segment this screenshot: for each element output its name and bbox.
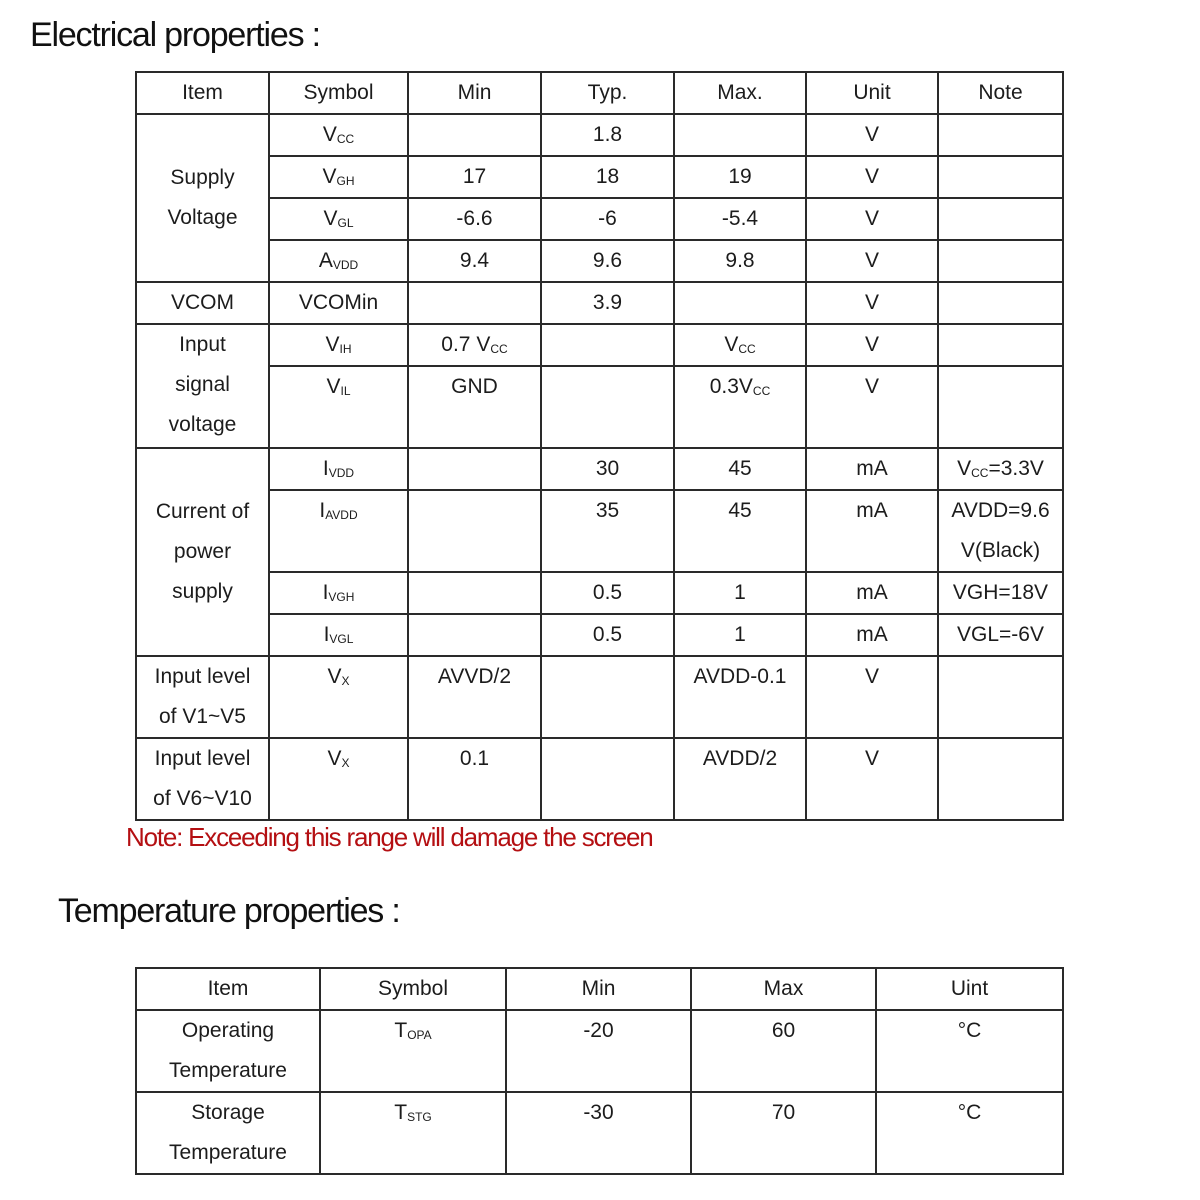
temperature-properties-title: Temperature properties : xyxy=(58,892,400,930)
symbol-cell: $V_{GH}$ xyxy=(269,156,408,198)
symbol-cell: $V_X$ xyxy=(269,738,408,820)
max-cell: 19 xyxy=(674,156,806,198)
group-input-level-v1-v5: Input level of V1~V5 xyxy=(136,656,269,738)
damage-warning-note: Note: Exceeding this range will damage the screen xyxy=(126,822,653,852)
table-row xyxy=(136,1092,1063,1174)
table-row xyxy=(136,156,1063,198)
note-cell xyxy=(938,114,1063,156)
typ-cell: 0.5 xyxy=(541,614,674,656)
max-cell: 1 xyxy=(674,614,806,656)
symbol-cell: $V_X$ xyxy=(269,656,408,738)
table-row xyxy=(136,656,1063,738)
max-cell: 70 xyxy=(691,1092,876,1174)
symbol-cell: $V_{IL}$ xyxy=(269,366,408,448)
typ-cell: 9.6 xyxy=(541,240,674,282)
min-cell: -6.6 xyxy=(408,198,541,240)
unit-cell: mA xyxy=(806,490,938,572)
typ-cell: 3.9 xyxy=(541,282,674,324)
symbol-cell: $V_{IH}$ xyxy=(269,324,408,366)
max-cell: -5.4 xyxy=(674,198,806,240)
table-row xyxy=(136,1010,1063,1092)
typ-cell: 18 xyxy=(541,156,674,198)
typ-cell xyxy=(541,366,674,448)
electrical-properties-table xyxy=(135,71,1064,821)
table-row xyxy=(136,114,1063,156)
min-cell xyxy=(408,114,541,156)
symbol-cell: $V_{GL}$ xyxy=(269,198,408,240)
typ-cell: 30 xyxy=(541,448,674,490)
min-cell xyxy=(408,282,541,324)
symbol-cell: $I_{VGH}$ xyxy=(269,572,408,614)
header-item: Item xyxy=(136,968,320,1010)
min-cell xyxy=(408,490,541,572)
unit-cell: °C xyxy=(876,1092,1063,1174)
group-input-signal-voltage: Input signal voltage xyxy=(136,324,269,448)
header-unit: Uint xyxy=(876,968,1063,1010)
symbol-cell: $T_{OPA}$ xyxy=(320,1010,506,1092)
min-cell: AVVD/2 xyxy=(408,656,541,738)
temperature-properties-table xyxy=(135,967,1064,1175)
group-current-of-power-supply: Current of power supply xyxy=(136,448,269,656)
max-cell: 1 xyxy=(674,572,806,614)
table-header-row xyxy=(136,968,1063,1010)
max-cell: $0.3V_{CC}$ xyxy=(674,366,806,448)
header-max: Max xyxy=(691,968,876,1010)
max-cell: AVDD-0.1 xyxy=(674,656,806,738)
symbol-cell: $I_{VDD}$ xyxy=(269,448,408,490)
unit-cell: V xyxy=(806,738,938,820)
unit-cell: V xyxy=(806,156,938,198)
symbol-cell: VCOMin xyxy=(269,282,408,324)
table-header-row xyxy=(136,72,1063,114)
unit-cell: mA xyxy=(806,614,938,656)
max-cell: 60 xyxy=(691,1010,876,1092)
unit-cell: V xyxy=(806,366,938,448)
note-cell xyxy=(938,324,1063,366)
unit-cell: °C xyxy=(876,1010,1063,1092)
unit-cell: V xyxy=(806,282,938,324)
unit-cell: V xyxy=(806,198,938,240)
unit-cell: V xyxy=(806,240,938,282)
item-cell: Operating Temperature xyxy=(136,1010,320,1092)
typ-cell xyxy=(541,738,674,820)
table-row xyxy=(136,324,1063,366)
table-row xyxy=(136,490,1063,572)
typ-cell xyxy=(541,324,674,366)
note-cell: $V_{CC}=3.3V$ xyxy=(938,448,1063,490)
table-row xyxy=(136,738,1063,820)
unit-cell: V xyxy=(806,114,938,156)
max-cell xyxy=(674,282,806,324)
min-cell: 0.1 xyxy=(408,738,541,820)
table-row xyxy=(136,240,1063,282)
table-row xyxy=(136,572,1063,614)
min-cell: 9.4 xyxy=(408,240,541,282)
note-cell: AVDD=9.6 V(Black) xyxy=(938,490,1063,572)
table-row xyxy=(136,282,1063,324)
header-min: Min xyxy=(408,72,541,114)
group-input-level-v6-v10: Input level of V6~V10 xyxy=(136,738,269,820)
typ-cell: 0.5 xyxy=(541,572,674,614)
typ-cell: 35 xyxy=(541,490,674,572)
min-cell: -30 xyxy=(506,1092,691,1174)
min-cell: GND xyxy=(408,366,541,448)
note-cell xyxy=(938,282,1063,324)
max-cell: 45 xyxy=(674,448,806,490)
unit-cell: mA xyxy=(806,572,938,614)
header-symbol: Symbol xyxy=(269,72,408,114)
header-max: Max. xyxy=(674,72,806,114)
min-cell xyxy=(408,572,541,614)
table-row xyxy=(136,198,1063,240)
symbol-cell: $I_{AVDD}$ xyxy=(269,490,408,572)
item-cell: Storage Temperature xyxy=(136,1092,320,1174)
symbol-cell: $T_{STG}$ xyxy=(320,1092,506,1174)
min-cell xyxy=(408,448,541,490)
symbol-cell: $A_{VDD}$ xyxy=(269,240,408,282)
header-symbol: Symbol xyxy=(320,968,506,1010)
note-cell xyxy=(938,240,1063,282)
header-note: Note xyxy=(938,72,1063,114)
table-row xyxy=(136,448,1063,490)
min-cell: 0.7 $V_{CC}$ xyxy=(408,324,541,366)
max-cell: 9.8 xyxy=(674,240,806,282)
symbol-cell: $I_{VGL}$ xyxy=(269,614,408,656)
note-cell xyxy=(938,738,1063,820)
min-cell xyxy=(408,614,541,656)
note-cell xyxy=(938,656,1063,738)
note-cell: VGH=18V xyxy=(938,572,1063,614)
typ-cell: 1.8 xyxy=(541,114,674,156)
symbol-cell: $V_{CC}$ xyxy=(269,114,408,156)
header-item: Item xyxy=(136,72,269,114)
table-row xyxy=(136,614,1063,656)
max-cell: 45 xyxy=(674,490,806,572)
group-vcom: VCOM xyxy=(136,282,269,324)
min-cell: -20 xyxy=(506,1010,691,1092)
note-cell xyxy=(938,156,1063,198)
header-unit: Unit xyxy=(806,72,938,114)
note-cell xyxy=(938,366,1063,448)
min-cell: 17 xyxy=(408,156,541,198)
header-min: Min xyxy=(506,968,691,1010)
max-cell: AVDD/2 xyxy=(674,738,806,820)
unit-cell: V xyxy=(806,324,938,366)
unit-cell: mA xyxy=(806,448,938,490)
table-row xyxy=(136,366,1063,448)
typ-cell: -6 xyxy=(541,198,674,240)
group-supply-voltage: Supply Voltage xyxy=(136,114,269,282)
note-cell xyxy=(938,198,1063,240)
unit-cell: V xyxy=(806,656,938,738)
note-cell: VGL=-6V xyxy=(938,614,1063,656)
max-cell xyxy=(674,114,806,156)
electrical-properties-title: Electrical properties : xyxy=(30,16,320,54)
header-typ: Typ. xyxy=(541,72,674,114)
max-cell: $V_{CC}$ xyxy=(674,324,806,366)
typ-cell xyxy=(541,656,674,738)
